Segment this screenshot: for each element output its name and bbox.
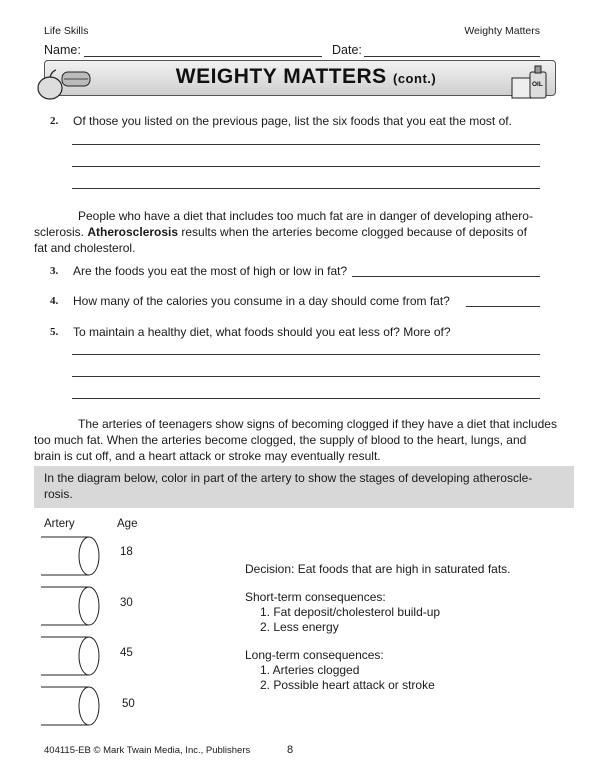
artery-cylinder-45[interactable] bbox=[40, 634, 102, 678]
oil-label: OIL bbox=[532, 81, 543, 88]
paragraph-atherosclerosis bbox=[34, 208, 579, 256]
date-label: Date: bbox=[332, 43, 362, 57]
question-2-text: Of those you listed on the previous page, list the six foods that you eat the most of. bbox=[73, 114, 512, 128]
short-term-block bbox=[245, 590, 440, 635]
paragraph2-line3: brain is cut off, and a heart attack or stroke may eventually result. bbox=[34, 449, 381, 463]
paragraph-teen-arteries bbox=[34, 416, 579, 464]
answer-line-5c[interactable] bbox=[72, 398, 540, 399]
short-term-item-2: 2. Less energy bbox=[260, 620, 339, 634]
answer-line-2b[interactable] bbox=[72, 166, 540, 167]
long-term-title: Long-term consequences: bbox=[245, 648, 384, 662]
question-4-number: 4. bbox=[50, 295, 59, 307]
instruction-line2: rosis. bbox=[44, 487, 73, 501]
paragraph1-line3: fat and cholesterol. bbox=[34, 241, 136, 255]
instruction-line1: In the diagram below, color in part of the artery to show the stages of developing atheroscle- bbox=[44, 471, 533, 485]
question-5-number: 5. bbox=[50, 326, 59, 338]
age-column-label: Age bbox=[117, 518, 138, 530]
age-30: 30 bbox=[120, 597, 133, 609]
artery-column-label: Artery bbox=[44, 518, 75, 530]
worksheet-title-small: Weighty Matters bbox=[464, 25, 540, 37]
question-5-text: To maintain a healthy diet, what foods should you eat less of? More of? bbox=[73, 325, 451, 339]
page-title-main: WEIGHTY MATTERS bbox=[175, 65, 387, 88]
long-term-item-1: 1. Arteries clogged bbox=[260, 663, 360, 677]
artery-cylinder-18[interactable] bbox=[40, 534, 102, 578]
age-45: 45 bbox=[120, 647, 133, 659]
age-50: 50 bbox=[122, 698, 135, 710]
short-term-title: Short-term consequences: bbox=[245, 590, 386, 604]
answer-line-5a[interactable] bbox=[72, 354, 540, 355]
age-18: 18 bbox=[120, 546, 133, 558]
subject-label: Life Skills bbox=[44, 25, 89, 37]
decision-text: Decision: Eat foods that are high in saturated fats. bbox=[245, 562, 511, 576]
page-number: 8 bbox=[287, 744, 294, 756]
paragraph2-line2: too much fat. When the arteries become clogged, the supply of blood to the heart, lungs, and bbox=[34, 433, 527, 447]
question-3-number: 3. bbox=[50, 265, 59, 277]
answer-line-2a[interactable] bbox=[72, 144, 540, 145]
answer-line-5b[interactable] bbox=[72, 376, 540, 377]
long-term-item-2: 2. Possible heart attack or stroke bbox=[260, 678, 435, 692]
date-field[interactable] bbox=[364, 56, 540, 57]
question-4-text: How many of the calories you consume in a day should come from fat? bbox=[73, 294, 450, 308]
question-2-number: 2. bbox=[50, 115, 59, 127]
answer-line-4[interactable] bbox=[466, 306, 540, 307]
short-term-item-1: 1. Fat deposit/cholesterol build-up bbox=[260, 605, 441, 619]
answer-line-2c[interactable] bbox=[72, 188, 540, 189]
paragraph2-line1: The arteries of teenagers show signs of becoming clogged if they have a diet that includes bbox=[78, 417, 557, 431]
artery-cylinder-50[interactable] bbox=[40, 684, 102, 728]
footer-copyright: 404115-EB © Mark Twain Media, Inc., Publishers bbox=[44, 745, 251, 756]
page-title-sub: (cont.) bbox=[393, 71, 437, 86]
instruction-text bbox=[44, 470, 569, 502]
paragraph1-line2: sclerosis. Atherosclerosis results when the arteries become clogged because of deposits of bbox=[34, 225, 527, 239]
paragraph1-line1: People who have a diet that includes too much fat are in danger of developing athero- bbox=[78, 209, 533, 223]
name-field[interactable] bbox=[84, 56, 322, 57]
atherosclerosis-term: Atherosclerosis bbox=[87, 225, 179, 239]
long-term-block bbox=[245, 648, 435, 693]
page-title bbox=[0, 65, 612, 89]
answer-line-3[interactable] bbox=[352, 276, 540, 277]
name-label: Name: bbox=[44, 43, 81, 57]
artery-cylinder-30[interactable] bbox=[40, 584, 102, 628]
question-3-text: Are the foods you eat the most of high or low in fat? bbox=[73, 264, 348, 278]
